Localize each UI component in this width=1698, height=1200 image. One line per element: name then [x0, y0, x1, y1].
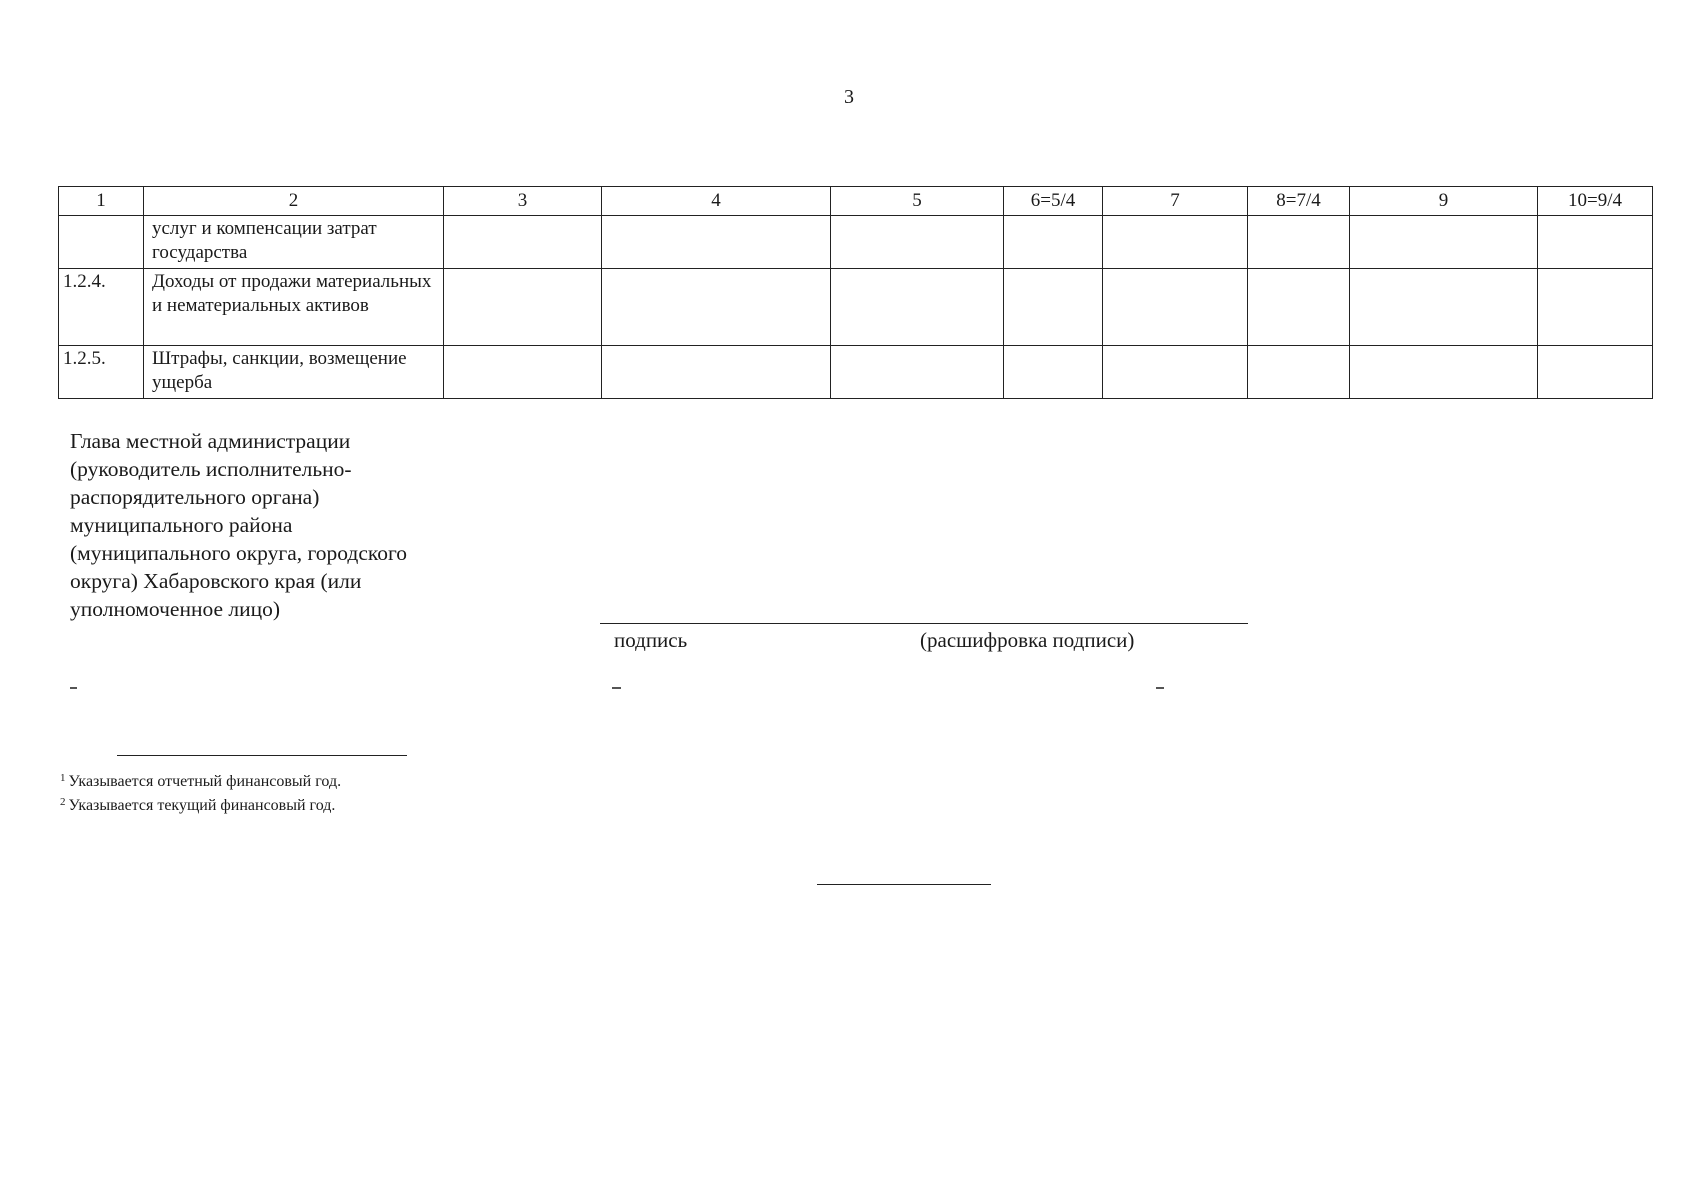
column-header: 2: [144, 187, 444, 216]
scan-speck: [70, 687, 77, 689]
table-row: [59, 346, 1653, 399]
footnote-text: Указывается текущий финансовый год.: [68, 797, 336, 814]
table-cell: [444, 346, 602, 399]
footnote-rule: [117, 755, 407, 756]
signature-decoding-label: (расшифровка подписи): [920, 628, 1135, 652]
table-cell: [1103, 216, 1248, 269]
footnote-text: Указывается отчетный финансовый год.: [68, 773, 342, 790]
signature-line: [600, 623, 1248, 624]
table-cell: [444, 269, 602, 346]
page-number: 3: [844, 86, 854, 108]
footnote-item: [60, 794, 341, 818]
footnotes: [60, 770, 341, 818]
signature-label: подпись: [614, 628, 688, 652]
table-cell: [602, 346, 831, 399]
column-header: 3: [444, 187, 602, 216]
table-cell: [1004, 346, 1103, 399]
column-header: 6=5/4: [1004, 187, 1103, 216]
column-header: 10=9/4: [1538, 187, 1653, 216]
table-cell: [1248, 269, 1350, 346]
table-cell: [1350, 269, 1538, 346]
table-cell: [444, 216, 602, 269]
signatory-title: Глава местной администрации (руководитель исполнительно-распорядительного органа) муниципального района (муниципального округа, городского округа) Хабаровского края (или уполномоченное лицо): [70, 429, 408, 621]
table-cell: [831, 346, 1004, 399]
table-cell: [831, 216, 1004, 269]
row-code-cell: 1.2.4.: [59, 269, 144, 346]
column-header: 5: [831, 187, 1004, 216]
table-cell: [1103, 346, 1248, 399]
table-cell: [1538, 216, 1653, 269]
table-cell: [602, 269, 831, 346]
report-table: [58, 186, 1653, 399]
table-header: [59, 187, 1653, 216]
row-name-cell: Доходы от продажи материальных и нематериальных активов: [144, 269, 444, 346]
row-code-cell: [59, 216, 144, 269]
footnote-item: [60, 770, 341, 794]
column-header: 7: [1103, 187, 1248, 216]
table-row: [59, 269, 1653, 346]
column-header: 4: [602, 187, 831, 216]
row-name-cell: Штрафы, санкции, возмещение ущерба: [144, 346, 444, 399]
column-header: 8=7/4: [1248, 187, 1350, 216]
row-name-cell: услуг и компенсации затрат государства: [144, 216, 444, 269]
table-row: [59, 216, 1653, 269]
table-cell: [831, 269, 1004, 346]
table-cell: [1248, 216, 1350, 269]
end-of-document-rule: [817, 884, 991, 885]
footnote-mark: 2: [60, 796, 66, 808]
row-code-cell: 1.2.5.: [59, 346, 144, 399]
footnote-mark: 1: [60, 772, 66, 784]
table-cell: [1538, 269, 1653, 346]
table-cell: [1248, 346, 1350, 399]
table-cell: [1004, 269, 1103, 346]
table-cell: [1538, 346, 1653, 399]
scan-speck: [612, 687, 621, 689]
table-header-row: [59, 187, 1653, 216]
table-cell: [1350, 346, 1538, 399]
table-cell: [1004, 216, 1103, 269]
column-header: 1: [59, 187, 144, 216]
table-cell: [602, 216, 831, 269]
table-cell: [1350, 216, 1538, 269]
scan-speck: [1156, 687, 1164, 689]
column-header: 9: [1350, 187, 1538, 216]
table-cell: [1103, 269, 1248, 346]
